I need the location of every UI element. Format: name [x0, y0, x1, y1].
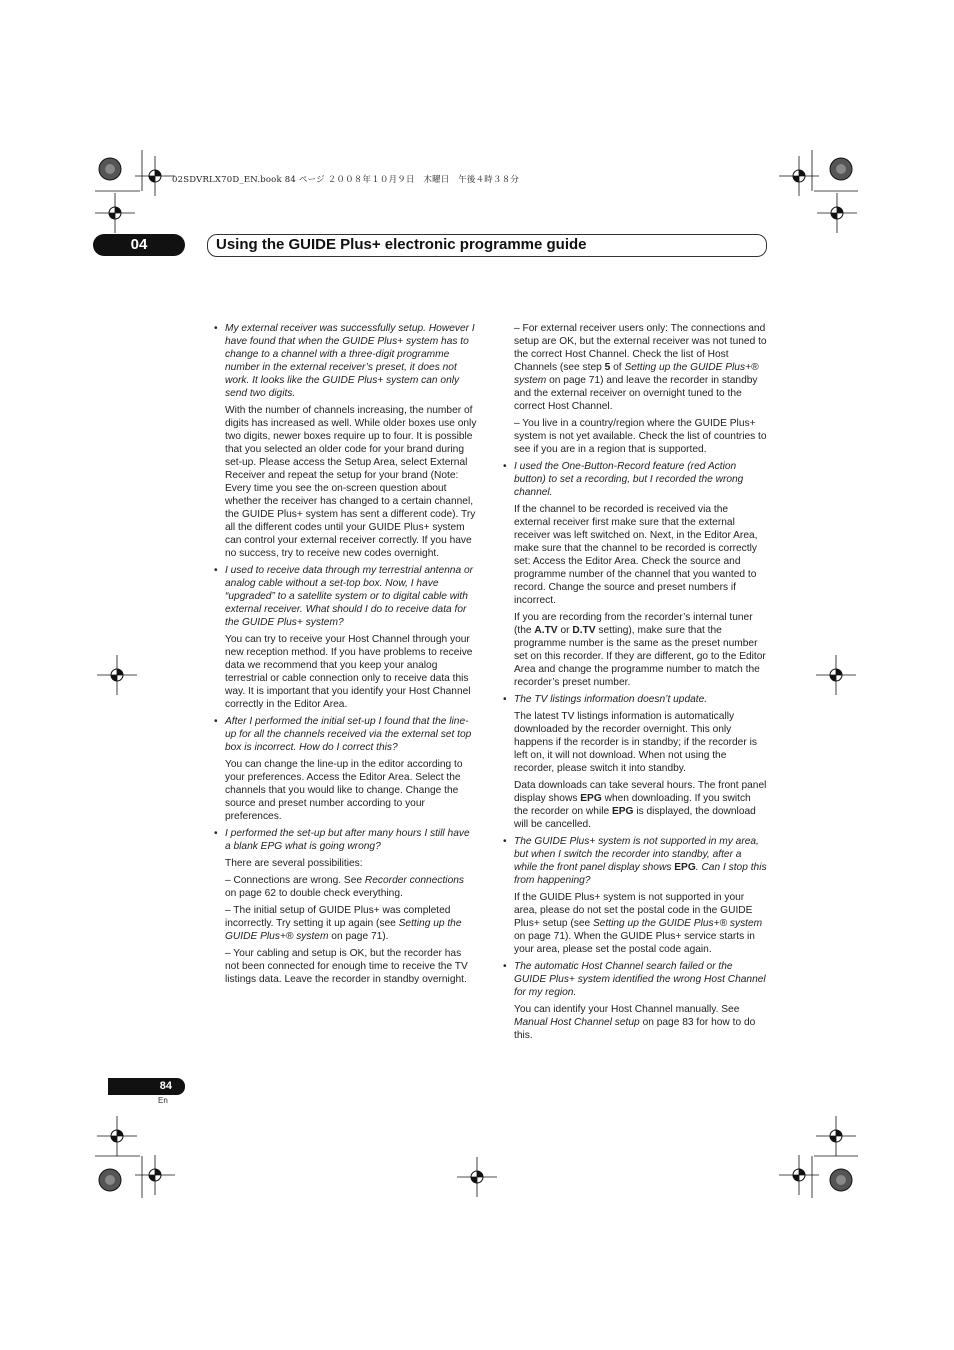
faq-question: • The TV listings information doesn’t update. — [503, 693, 767, 706]
faq-question: • I used to receive data through my terrestrial antenna or analog cable without a set-top box. Now, I have “upgraded” to a satellite system or to digital cable with external receiver. What should I do to receive data for the GUIDE Plus+ system? — [214, 564, 478, 629]
faq-answer: If the channel to be recorded is received via the external receiver first make sure that the external receiver was left switched on. Next, in the Editor Area, make sure that the channel to be recorded is correctly set: Access the Editor Area. Check the source and programme number of the channel that you wanted to record. Change the source and preset numbers if incorrect. — [514, 504, 758, 606]
cross-reference: Recorder connections — [364, 875, 464, 886]
faq-question: • I used the One-Button-Record feature (red Action button) to set a recording, but I recorded the wrong channel. — [503, 460, 767, 499]
text-run: when downloading. If you switch the recorder on while — [514, 793, 751, 817]
right-column — [503, 322, 767, 1046]
text-run: – Connections are wrong. See — [225, 875, 365, 886]
text-run: The GUIDE Plus+ system is not supported in my area, but when I switch the recorder into standby, after a while the front panel display shows — [514, 836, 759, 873]
faq-answer — [225, 904, 478, 943]
text-run: or — [557, 625, 573, 636]
faq-question — [503, 835, 767, 887]
text-run: on page 71) and leave the recorder in standby and the external receiver on overnight tuned to the correct Host Channel. — [514, 375, 758, 412]
text-run: on page 71). When the GUIDE Plus+ service starts in your area, please set the postal code again. — [514, 931, 755, 955]
text-run: . Can I stop this from happening? — [514, 862, 767, 886]
faq-answer — [514, 611, 767, 689]
faq-answer: You can change the line-up in the editor according to your preferences. Access the Editor Area. Select the channels that you would like to change. Change the source and preset number according to your preferences. — [225, 759, 463, 822]
cross-reference: Manual Host Channel setup — [514, 1017, 640, 1028]
faq-answer — [514, 1003, 767, 1042]
text-run: setting), make sure that the programme number is the same as the preset number set on this recorder. If they are different, go to the Editor Area and change the programme number to match the recorder’s preset number. — [514, 625, 766, 688]
chapter-title: Using the GUIDE Plus+ electronic programme guide — [216, 236, 587, 253]
text-run: of — [610, 362, 625, 373]
display-label: EPG — [580, 793, 602, 804]
faq-answer: You can try to receive your Host Channel through your new reception method. If you have problems to receive data we recommend that you keep your analog terrestrial or cable connection only to receive data this way. It is important that you identify your Host Channel correctly in the Editor Area. — [225, 634, 473, 710]
cross-reference: Setting up the GUIDE Plus+® system — [225, 918, 462, 942]
text-run: – The initial setup of GUIDE Plus+ was completed incorrectly. Try setting it up again (see — [225, 905, 451, 929]
faq-question: • I performed the set-up but after many hours I still have a blank EPG what is going wrong? — [214, 827, 478, 853]
page-language: En — [158, 1096, 168, 1105]
faq-question: • After I performed the initial set-up I found that the line-up for all the channels received via the external set top box is incorrect. How do I correct this? — [214, 715, 478, 754]
text-run: Data downloads can take several hours. The front panel display shows — [514, 780, 767, 804]
text-run: on page 71). — [328, 931, 389, 942]
display-label: EPG — [611, 806, 634, 817]
cross-reference: Setting up the GUIDE Plus+® system — [514, 362, 759, 386]
text-run: on page 83 for how to do this. — [514, 1017, 756, 1041]
faq-answer: – You live in a country/region where the GUIDE Plus+ system is not yet available. Check the list of countries to see if you are in a region that is supported. — [514, 418, 767, 455]
text-run: If you are recording from the recorder’s internal tuner (the — [514, 612, 753, 636]
text-run: You can identify your Host Channel manually. See — [514, 1004, 740, 1015]
faq-answer — [514, 891, 767, 956]
display-label: A.TV — [534, 625, 558, 636]
chapter-number: 04 — [93, 234, 185, 256]
display-label: D.TV — [572, 625, 596, 636]
text-run: – For external receiver users only: The connections and setup are OK, but the external receiver was not tuned to the correct Host Channel. Check the list of Host Channels (see step — [514, 323, 767, 373]
print-slug: 02SDVRLX70D_EN.book 84 ページ ２００８年１０月９日 木曜日 午後４時３８分 — [172, 175, 520, 185]
faq-question: • My external receiver was successfully setup. However I have found that when the GUIDE Plus+ system has to change to a channel with a three-digit programme number in the external receiver’s preset, it does not work. It looks like the GUIDE Plus+ system can only send two digits. — [214, 322, 478, 400]
text-run: If the GUIDE Plus+ system is not supported in your area, please do not set the postal code in the GUIDE Plus+ setup (see — [514, 892, 753, 929]
step-number: 5 — [604, 362, 611, 373]
left-column — [214, 322, 478, 990]
text-run: on page 62 to double check everything. — [225, 888, 403, 899]
faq-answer — [514, 779, 767, 831]
display-label: EPG — [674, 862, 696, 873]
faq-answer: With the number of channels increasing, the number of digits has increased as well. While older boxes use only two digits, newer boxes require up to four. It is possible that you selected an older code for your brand during set-up. Please access the Setup Area, select External Receiver and repeat the setup for your brand (Note: Every time you see the on-screen question about whether the receiver has changed to a certain channel, the GUIDE Plus+ system has sent a different code). Try all the different codes until your GUIDE Plus+ system can control your external receiver correctly. If you have no success, try to receive new codes overnight. — [225, 405, 477, 559]
faq-answer — [225, 874, 478, 900]
faq-answer: The latest TV listings information is automatically downloaded by the recorder overnight. This only happens if the recorder is in standby; if the recorder is left on, it will not download. When not using the recorder, please switch it into standby. — [514, 711, 757, 774]
text-run: is displayed, the download will be cancelled. — [514, 806, 756, 830]
cross-reference: Setting up the GUIDE Plus+® system — [593, 918, 763, 929]
faq-answer — [514, 322, 767, 413]
faq-question: • The automatic Host Channel search failed or the GUIDE Plus+ system identified the wrong Host Channel for my region. — [503, 960, 767, 999]
faq-answer: There are several possibilities: — [225, 858, 363, 869]
page-number: 84 — [108, 1078, 185, 1095]
faq-answer: – Your cabling and setup is OK, but the recorder has not been connected for enough time to receive the TV listings data. Leave the recorder in standby overnight. — [225, 948, 468, 985]
